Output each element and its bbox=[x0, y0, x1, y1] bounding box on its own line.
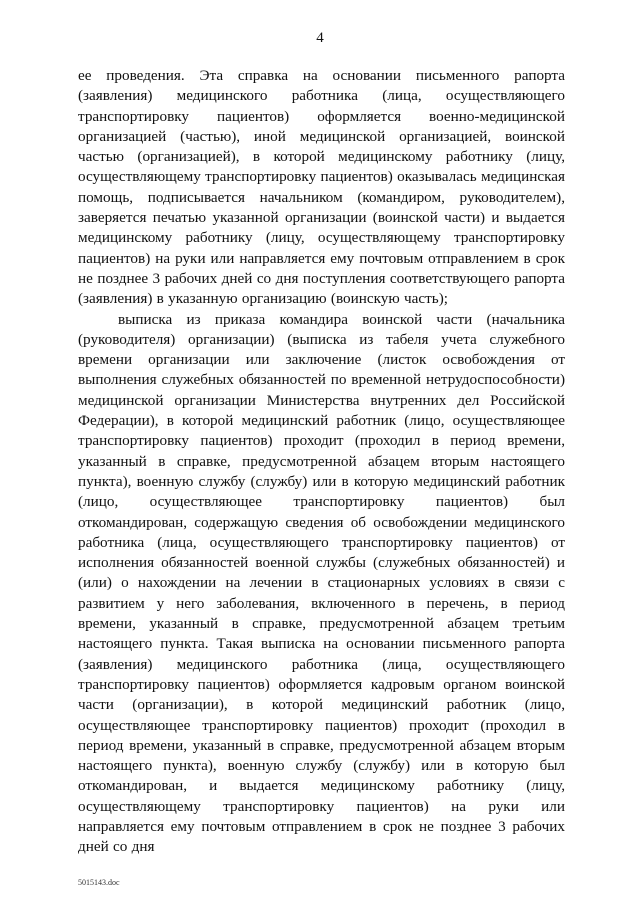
paragraph-continuation: ее проведения. Эта справка на основании письменного рапорта (заявления) медицинского работника (лица, осуществляющего транспортировку пациентов) оформляется военно-медицинской организацией (частью), иной медицинской организацией, воинской частью (организацией), в которой медицинскому работнику (лицу, осуществляющему транспортировку пациентов) оказывалась медицинская помощь, подписывается начальником (командиром, руководителем), заверяется печатью указанной организации (воинской части) и выдается медицинскому работнику (лицу, осуществляющему транспортировку пациентов) на руки или направляется ему почтовым отправлением в срок не позднее 3 рабочих дней со дня поступления соответствующего рапорта (заявления) в указанную организацию (воинскую часть); bbox=[78, 67, 565, 308]
page-number: 4 bbox=[316, 30, 324, 46]
paragraph-extract: выписка из приказа командира воинской части (начальника (руководителя) организации) (выписка из табеля учета служебного времени организации или заключение (листок освобождения от выполнения служебных обязанностей по временной нетрудоспособности) медицинской организации Министерства внутренних дел Российской Федерации), в которой медицинский работник (лицо, осуществляющее транспортировку пациентов) проходит (проходил в период времени, указанный в справке, предусмотренной абзацем вторым настоящего пункта), военную службу (службу) или в которую медицинский работник (лицо, осуществляющее транспортировку пациентов) был откомандирован, содержащую сведения об освобождении медицинского работника (лица, осуществляющего транспортировку пациентов) от исполнения обязанностей военной службы (служебных обязанностей) и (или) о нахождении на лечении в стационарных условиях в связи с развитием у него заболевания, включенного в перечень, в период времени, указанный в справке, предусмотренной абзацем третьим настоящего пункта. Такая выписка на основании письменного рапорта (заявления) медицинского работника (лица, осуществляющего транспортировку пациентов) оформляется кадровым органом воинской части (организации), в которой медицинский работник (лицо, осуществляющее транспортировку пациентов) проходит (проходил в период времени, указанный в справке, предусмотренной абзацем вторым настоящего пункта), военную службу (службу) или в которую был откомандирован, и выдается медицинскому работнику (лицу, осуществляющему транспортировку пациентов) на руки или направляется ему почтовым отправлением в срок не позднее 3 рабочих дней со дня bbox=[78, 310, 565, 856]
footer-filename: 5015143.doc bbox=[78, 878, 120, 887]
document-body bbox=[78, 66, 565, 858]
